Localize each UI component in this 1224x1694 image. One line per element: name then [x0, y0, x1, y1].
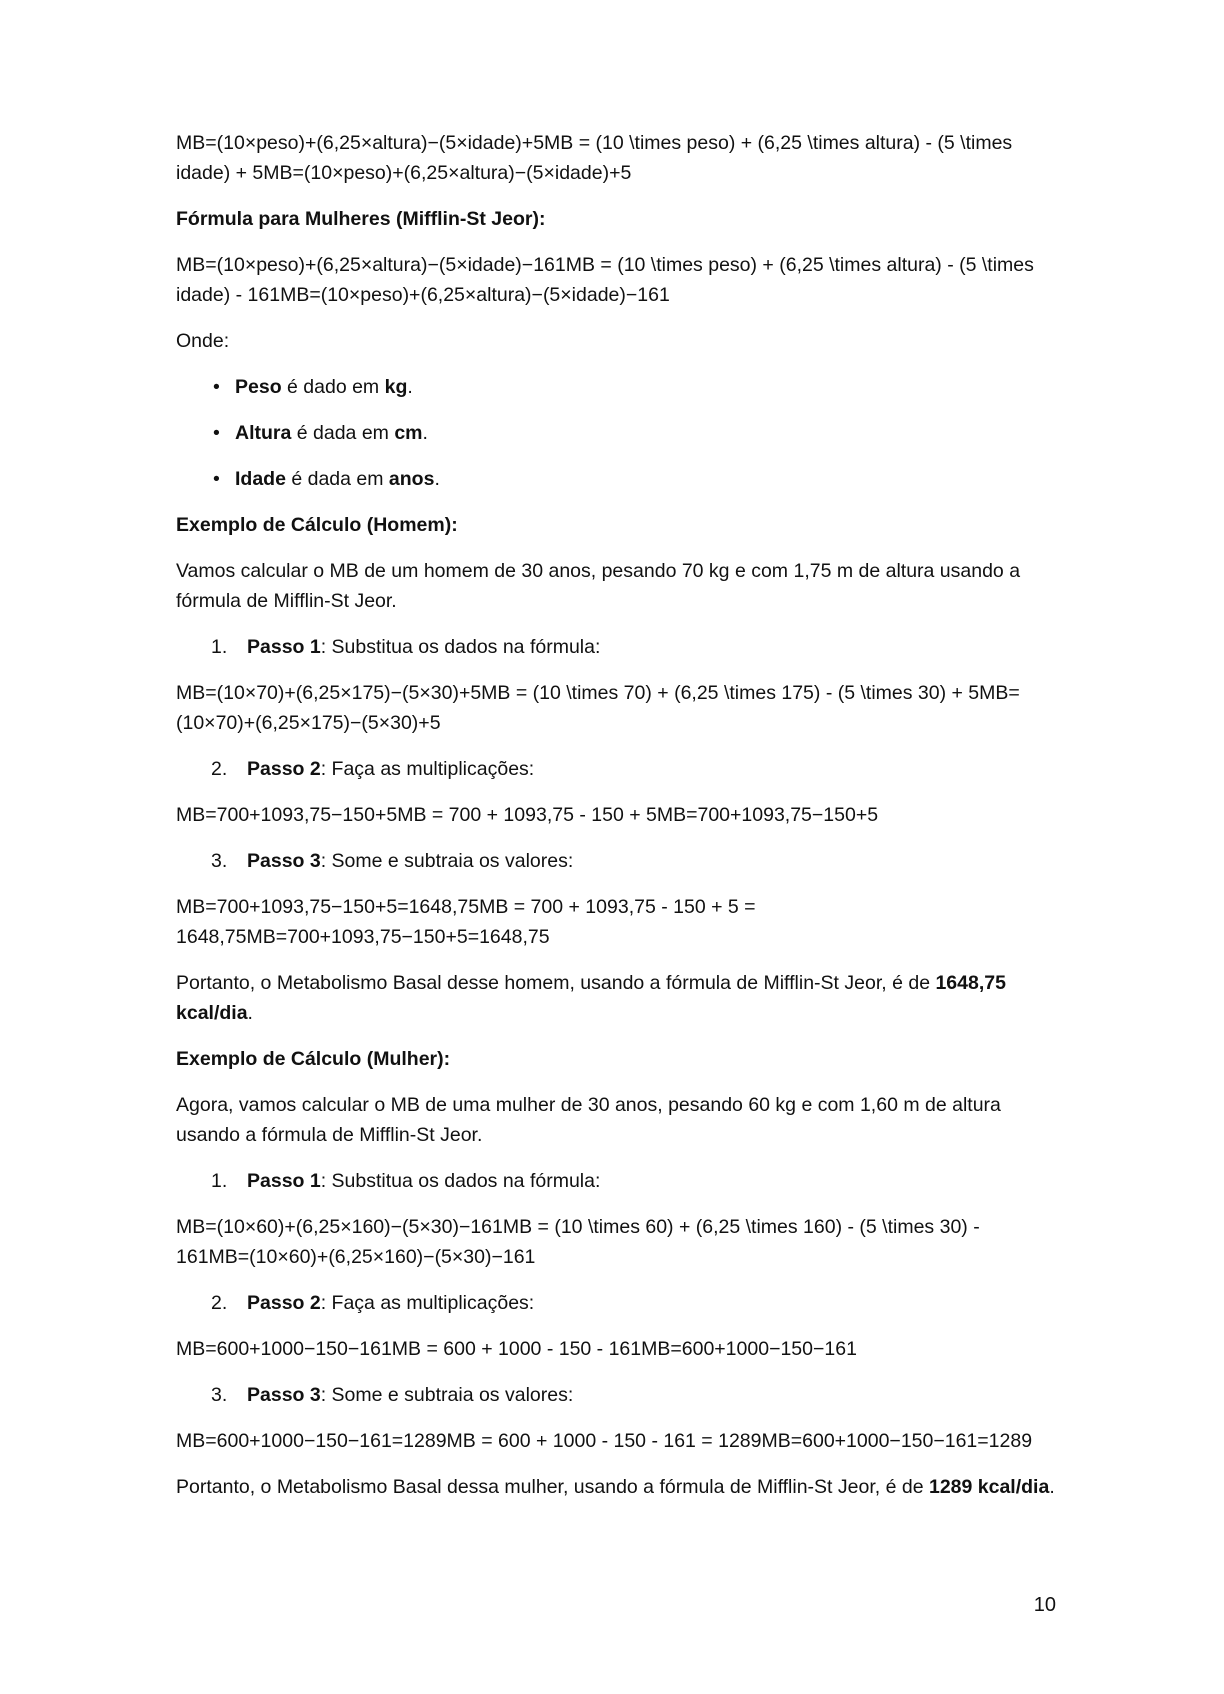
unit-list-item: [176, 418, 1056, 448]
step-text: Passo 2: Faça as multiplicações:: [247, 1292, 535, 1314]
example-men-intro: Vamos calcular o MB de um homem de 30 anos, pesando 70 kg e com 1,75 m de altura usando a fórmula de Mifflin-St Jeor.: [176, 560, 1021, 612]
example-men-heading: Exemplo de Cálculo (Homem):: [176, 514, 458, 536]
example-women-heading: Exemplo de Cálculo (Mulher):: [176, 1048, 451, 1070]
bullet-icon: •: [213, 468, 220, 490]
step-formula: MB=(10×60)+(6,25×160)−(5×30)−161MB = (10 \times 60) + (6,25 \times 160) - (5 \times 30) - 161MB=(10×60)+(6,25×160)−(5×30)−161: [176, 1216, 980, 1268]
step-item: 3. Passo 3: Some e subtraia os valores:: [176, 846, 1056, 876]
step-item: 3. Passo 3: Some e subtraia os valores:: [176, 1380, 1056, 1410]
step-formula: MB=700+1093,75−150+5=1648,75MB = 700 + 1093,75 - 150 + 5 = 1648,75MB=700+1093,75−150+5=1648,75: [176, 896, 756, 948]
unit-text: Peso é dado em kg.: [235, 376, 413, 398]
example-women-conclusion: Portanto, o Metabolismo Basal dessa mulher, usando a fórmula de Mifflin-St Jeor, é de 1289 kcal/dia.: [176, 1476, 1055, 1498]
step-formula: MB=600+1000−150−161MB = 600 + 1000 - 150 - 161MB=600+1000−150−161: [176, 1338, 857, 1360]
unit-list-item: [176, 372, 1056, 402]
step-item: 1. Passo 1: Substitua os dados na fórmula:: [176, 1166, 1056, 1196]
unit-text: Altura é dada em cm.: [235, 422, 428, 444]
step-text: Passo 2: Faça as multiplicações:: [247, 758, 535, 780]
formula-women: MB=(10×peso)+(6,25×altura)−(5×idade)−161MB = (10 \times peso) + (6,25 \times altura) - (5 \times idade) - 161MB=(10×peso)+(6,25×altura)−(5×idade)−161: [176, 254, 1034, 306]
step-text: Passo 1: Substitua os dados na fórmula:: [247, 636, 601, 658]
step-text: Passo 3: Some e subtraia os valores:: [247, 850, 574, 872]
step-formula: MB=600+1000−150−161=1289MB = 600 + 1000 - 150 - 161 = 1289MB=600+1000−150−161=1289: [176, 1430, 1033, 1452]
step-text: Passo 1: Substitua os dados na fórmula:: [247, 1170, 601, 1192]
step-text: Passo 3: Some e subtraia os valores:: [247, 1384, 574, 1406]
example-women-intro: Agora, vamos calcular o MB de uma mulher de 30 anos, pesando 60 kg e com 1,60 m de altura usando a fórmula de Mifflin-St Jeor.: [176, 1094, 1001, 1146]
example-men-conclusion: Portanto, o Metabolismo Basal desse homem, usando a fórmula de Mifflin-St Jeor, é de 1648,75 kcal/dia.: [176, 972, 1006, 1024]
step-formula: MB=(10×70)+(6,25×175)−(5×30)+5MB = (10 \times 70) + (6,25 \times 175) - (5 \times 30) + 5MB=(10×70)+(6,25×175)−(5×30)+5: [176, 682, 1020, 734]
step-item: 2. Passo 2: Faça as multiplicações:: [176, 754, 1056, 784]
page-content: [176, 128, 1056, 1518]
women-formula-heading: Fórmula para Mulheres (Mifflin-St Jeor):: [176, 208, 546, 230]
bullet-icon: •: [213, 422, 220, 444]
formula-men: MB=(10×peso)+(6,25×altura)−(5×idade)+5MB = (10 \times peso) + (6,25 \times altura) - (5 \times idade) + 5MB=(10×peso)+(6,25×altura)−(5×idade)+5: [176, 132, 1013, 184]
step-item: 1. Passo 1: Substitua os dados na fórmula:: [176, 632, 1056, 662]
step-item: 2. Passo 2: Faça as multiplicações:: [176, 1288, 1056, 1318]
page-number: 10: [1033, 1594, 1056, 1616]
onde-label: Onde:: [176, 330, 230, 352]
result-value: 1648,75 kcal/dia: [176, 972, 1006, 1024]
step-formula: MB=700+1093,75−150+5MB = 700 + 1093,75 - 150 + 5MB=700+1093,75−150+5: [176, 804, 879, 826]
unit-text: Idade é dada em anos.: [235, 468, 440, 490]
result-value: 1289 kcal/dia: [928, 1476, 1050, 1498]
unit-list-item: [176, 464, 1056, 494]
bullet-icon: •: [213, 376, 220, 398]
